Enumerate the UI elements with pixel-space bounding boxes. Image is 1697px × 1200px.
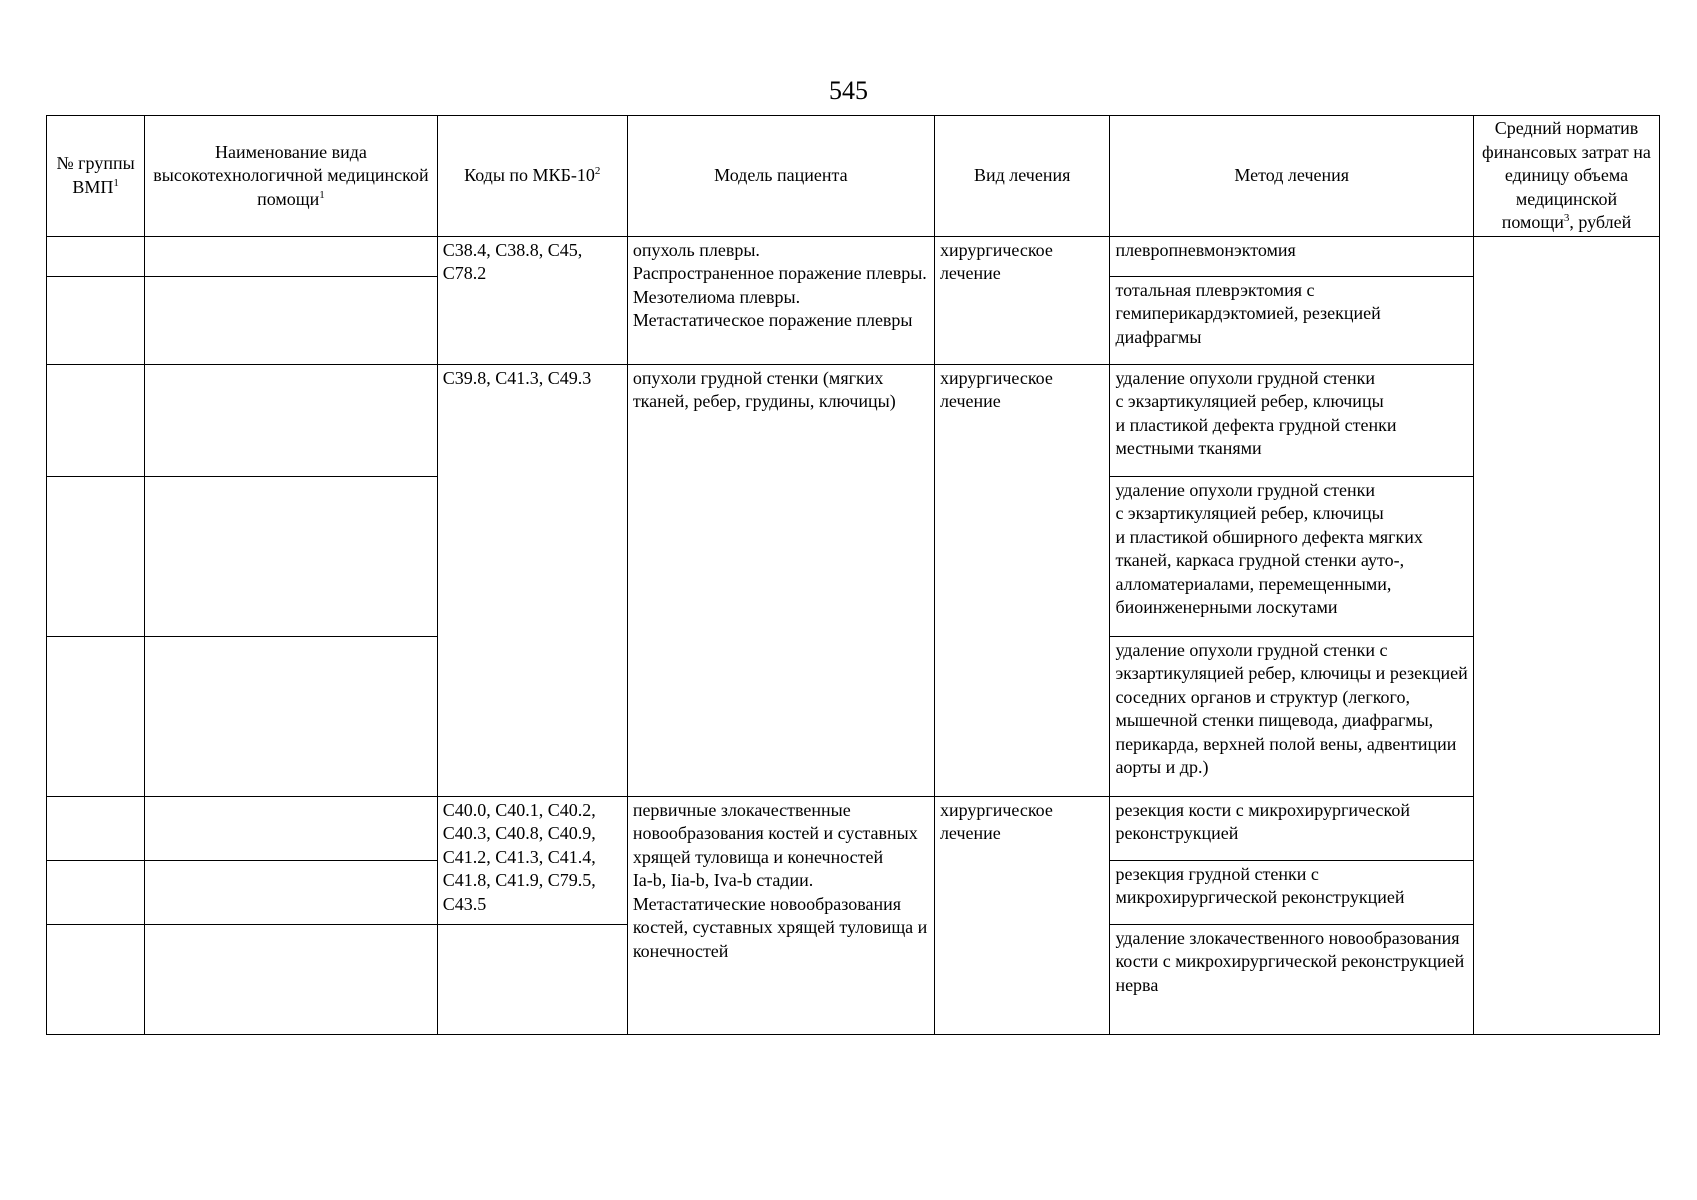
patient-model-cell: опухоли грудной стенки (мягких тканей, ребер, грудины, ключицы) <box>627 364 934 796</box>
treatment-method-cell: резекция кости с микрохирургической реконструкцией <box>1110 796 1474 860</box>
care-type-cell <box>145 364 438 476</box>
group-no-cell <box>47 636 145 796</box>
table-row <box>47 796 1660 860</box>
header-icd-codes: Коды по МКБ-$10^2$ <box>437 116 627 237</box>
group-no-cell <box>47 276 145 364</box>
treatment-method-cell: удаление опухоли грудной стенки с экзартикуляцией ребер, ключицы и резекцией соседних органов и структур (легкого, мышечной стенки пищевода, диафрагмы, перикарда, верхней полой вены, адвентиции аорты и др.) <box>1110 636 1474 796</box>
care-type-cell <box>145 636 438 796</box>
patient-model-cell: опухоль плевры. Распространенное поражение плевры. Мезотелиома плевры. Метастатическое поражение плевры <box>627 236 934 364</box>
treatment-method-cell: плевропневмонэктомия <box>1110 236 1474 276</box>
header-group-no: № группы ВМП$^1$ <box>47 116 145 237</box>
care-type-cell <box>145 236 438 276</box>
table-row <box>47 364 1660 476</box>
header-treatment-type: Вид лечения <box>934 116 1110 237</box>
treatment-type-cell: хирургическое лечение <box>934 236 1110 364</box>
table-row <box>47 236 1660 276</box>
care-type-cell <box>145 276 438 364</box>
treatment-type-cell: хирургическое лечение <box>934 796 1110 1034</box>
group-no-cell <box>47 236 145 276</box>
header-care-type: Наименование вида высокотехнологичной медицинской помощи$^1$ <box>145 116 438 237</box>
icd-codes-cell <box>437 924 627 1034</box>
page-number: 545 <box>829 76 868 105</box>
cost-standard-cell <box>1473 236 1659 1034</box>
group-no-cell <box>47 924 145 1034</box>
group-no-cell <box>47 364 145 476</box>
header-row <box>47 116 1660 237</box>
group-no-cell <box>47 476 145 636</box>
icd-codes-cell: C38.4, C38.8, C45, C78.2 <box>437 236 627 364</box>
care-type-cell <box>145 924 438 1034</box>
icd-codes-cell: C39.8, C41.3, C49.3 <box>437 364 627 796</box>
care-type-cell <box>145 860 438 924</box>
treatment-method-cell: удаление злокачественного новообразования кости с микрохирургической реконструкцией нерва <box>1110 924 1474 1034</box>
treatment-method-cell: удаление опухоли грудной стенки с экзартикуляцией ребер, ключицы и пластикой обширного дефекта мягких тканей, каркаса грудной стенки ауто-, алломатериалами, перемещенными, биоинженерными лоскутами <box>1110 476 1474 636</box>
header-patient-model: Модель пациента <box>627 116 934 237</box>
treatment-method-cell: удаление опухоли грудной стенки с экзартикуляцией ребер, ключицы и пластикой дефекта грудной стенки местными тканями <box>1110 364 1474 476</box>
group-no-cell <box>47 860 145 924</box>
group-no-cell <box>47 796 145 860</box>
icd-codes-cell: C40.0, C40.1, C40.2, C40.3, C40.8, C40.9, C41.2, C41.3, C41.4, C41.8, C41.9, C79.5, C43.5 <box>437 796 627 924</box>
care-type-cell <box>145 476 438 636</box>
vmp-table <box>46 115 1660 1035</box>
header-treatment-method: Метод лечения <box>1110 116 1474 237</box>
patient-model-cell: первичные злокачественные новообразования костей и суставных хрящей туловища и конечностей Ia-b, Iia-b, Iva-b стадии. Метастатические новообразования костей, суставных хрящей туловища и конечностей <box>627 796 934 1034</box>
treatment-method-cell: тотальная плеврэктомия с гемиперикардэктомией, резекцией диафрагмы <box>1110 276 1474 364</box>
care-type-cell <box>145 796 438 860</box>
treatment-type-cell: хирургическое лечение <box>934 364 1110 796</box>
header-cost-standard: Средний норматив финансовых затрат на единицу объема медицинской помощи$^3$, рублей <box>1473 116 1659 237</box>
treatment-method-cell: резекция грудной стенки с микрохирургической реконструкцией <box>1110 860 1474 924</box>
